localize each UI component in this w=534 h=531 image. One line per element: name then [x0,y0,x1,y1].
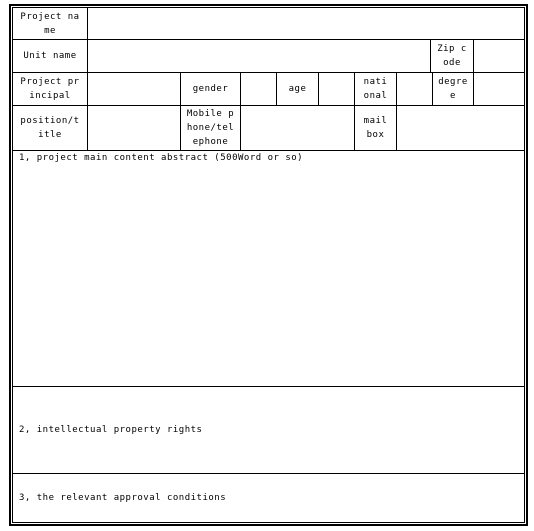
section-1-field[interactable] [13,165,524,386]
section-1-label: 1, project main content abstract (500Word or so) [19,153,304,163]
grid-line [524,7,525,523]
grid-line [12,473,525,474]
project-application-form [12,7,525,523]
gender-field[interactable] [241,73,276,105]
age-label: age [288,84,307,94]
unit-name-label: Unit name [23,51,77,61]
age-field[interactable] [319,73,354,105]
grid-line [12,522,525,523]
project-principal-field[interactable] [88,73,180,105]
mailbox-field[interactable] [397,106,524,150]
project-name-field[interactable] [88,8,524,39]
zip-code-label: Zip c ode [437,44,467,68]
grid-line [12,150,525,151]
section-2-label: 2, intellectual property rights [19,425,203,435]
degree-field[interactable] [474,73,524,105]
position-title-field[interactable] [88,106,180,150]
national-label: nati onal [363,77,388,101]
mobile-phone-field[interactable] [241,106,354,150]
unit-name-field[interactable] [88,40,430,72]
gender-label: gender [192,84,229,94]
degree-label: degre e [438,77,468,101]
mailbox-label: mail box [363,116,388,140]
project-name-label: Project na me [20,11,80,36]
national-field[interactable] [397,73,432,105]
zip-code-field[interactable] [474,40,524,72]
position-title-label: position/t itle [20,116,80,140]
section-3-label: 3, the relevant approval conditions [19,493,227,503]
mobile-phone-label: Mobile p hone/tel ephone [186,109,235,147]
project-principal-label: Project pr incipal [20,77,80,101]
grid-line [12,386,525,387]
